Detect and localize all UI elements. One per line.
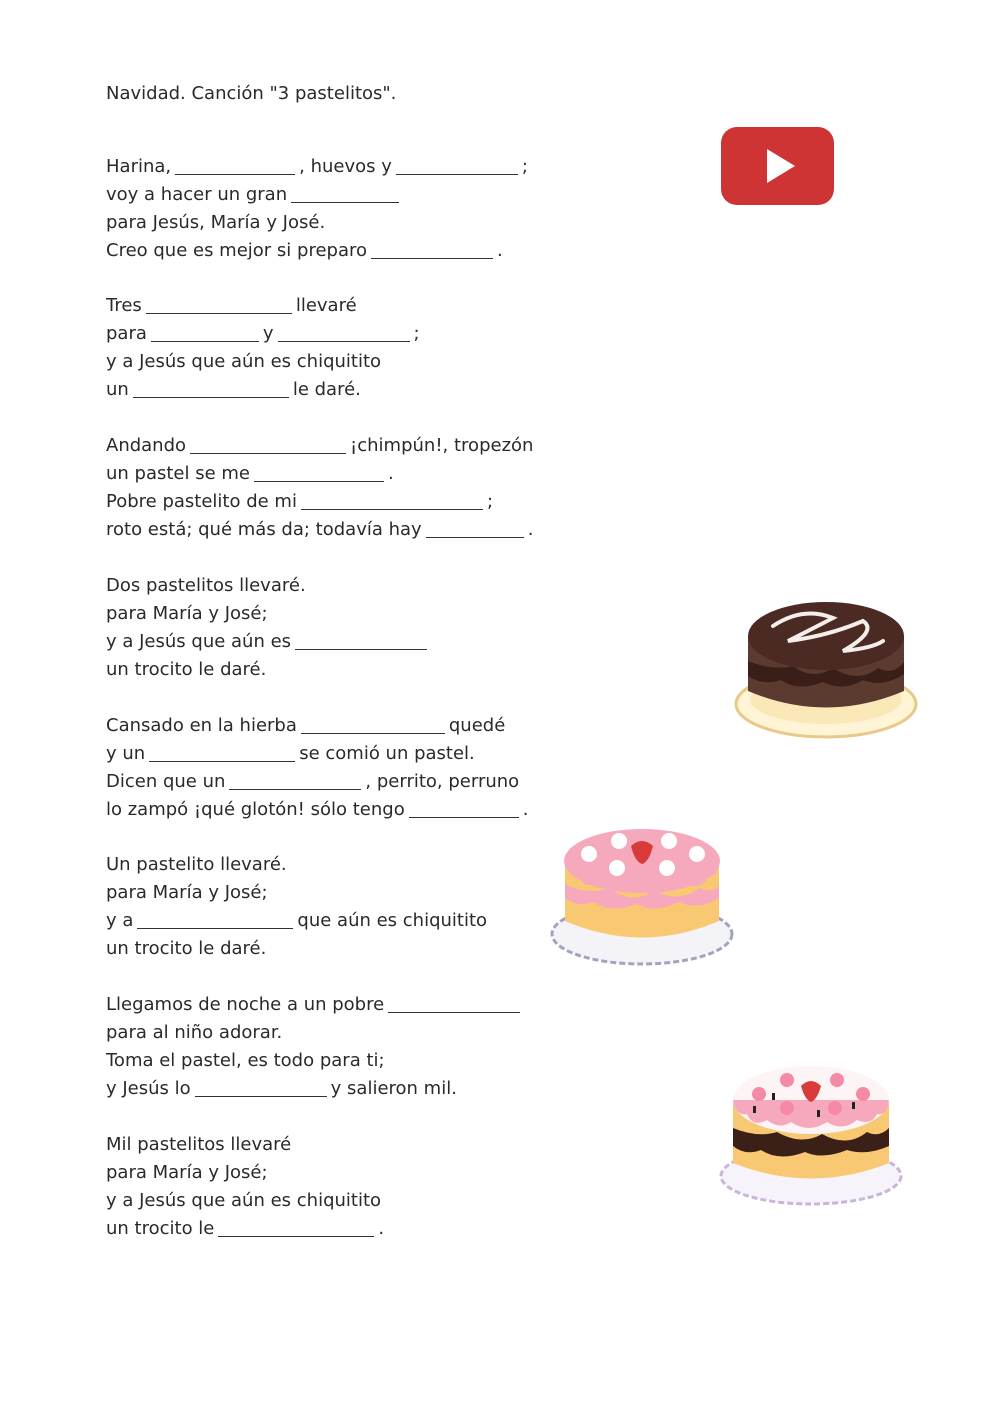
lyric-text: , huevos y — [299, 156, 392, 177]
lyric-line — [106, 348, 420, 376]
answer-blank[interactable] — [301, 713, 445, 734]
answer-blank[interactable] — [409, 797, 519, 818]
lyric-line — [106, 516, 533, 544]
lyric-text: Cansado en la hierba — [106, 715, 297, 736]
stanza — [106, 991, 524, 1103]
strawberry-cake-icon — [549, 816, 735, 968]
lyric-line — [106, 712, 528, 740]
lyric-line — [106, 488, 533, 516]
lyric-text: para al niño adorar. — [106, 1022, 283, 1043]
lyric-line — [106, 153, 528, 181]
stanza — [106, 432, 533, 544]
lyric-line — [106, 600, 431, 628]
answer-blank[interactable] — [149, 741, 295, 762]
lyric-text: Dos pastelitos llevaré. — [106, 575, 306, 596]
lyric-line — [106, 1047, 524, 1075]
answer-blank[interactable] — [254, 461, 384, 482]
lyric-text: Llegamos de noche a un pobre — [106, 994, 385, 1015]
lyric-text: para Jesús, María y José. — [106, 212, 326, 233]
play-icon — [721, 127, 834, 205]
lyric-text: Pobre pastelito de mi — [106, 491, 297, 512]
answer-blank[interactable] — [396, 154, 518, 175]
lyric-line — [106, 656, 431, 684]
answer-blank[interactable] — [195, 1076, 327, 1097]
answer-blank[interactable] — [301, 489, 483, 510]
youtube-play-button[interactable] — [721, 127, 834, 205]
lyric-text: y un — [106, 743, 146, 764]
answer-blank[interactable] — [388, 992, 520, 1013]
lyric-text: y a Jesús que aún es — [106, 631, 292, 652]
lyric-text: Harina, — [106, 156, 172, 177]
answer-blank[interactable] — [295, 629, 427, 650]
lyric-text: Toma el pastel, es todo para ti; — [106, 1050, 385, 1071]
answer-blank[interactable] — [151, 321, 259, 342]
answer-blank[interactable] — [291, 182, 399, 203]
lyric-line — [106, 572, 431, 600]
lyric-text: ; — [413, 323, 420, 344]
lyric-line — [106, 1019, 524, 1047]
answer-blank[interactable] — [137, 908, 293, 929]
lyric-text: roto está; qué más da; todavía hay — [106, 519, 422, 540]
stanza — [106, 292, 420, 404]
lyric-text: un — [106, 379, 129, 400]
lyric-text: y salieron mil. — [330, 1078, 457, 1099]
lyric-line — [106, 376, 420, 404]
lyric-line — [106, 1075, 524, 1103]
lyric-line — [106, 1131, 384, 1159]
lyric-text: Mil pastelitos llevaré — [106, 1134, 292, 1155]
chocolate-cake-icon — [733, 596, 919, 742]
lyric-text: Dicen que un — [106, 771, 226, 792]
stanza — [106, 572, 431, 684]
lyric-text: . — [378, 1218, 385, 1239]
answer-blank[interactable] — [371, 238, 493, 259]
lyric-text: ¡chimpún!, tropezón — [350, 435, 534, 456]
lyric-text: ; — [521, 156, 528, 177]
answer-blank[interactable] — [146, 293, 292, 314]
lyric-line — [106, 628, 431, 656]
lyric-line — [106, 1159, 384, 1187]
lyric-text: lo zampó ¡qué glotón! sólo tengo — [106, 799, 405, 820]
lyric-text: quedé — [448, 715, 506, 736]
lyric-text: y a Jesús que aún es chiquitito — [106, 1190, 382, 1211]
lyric-text: y a — [106, 910, 134, 931]
lyric-text: un pastel se me — [106, 463, 251, 484]
lyric-line — [106, 292, 420, 320]
lyric-line — [106, 740, 528, 768]
lyric-line — [106, 851, 487, 879]
lyric-text: para María y José; — [106, 1162, 268, 1183]
cream-cake-icon — [717, 1058, 905, 1208]
lyric-text: y — [262, 323, 274, 344]
lyric-text: para — [106, 323, 147, 344]
answer-blank[interactable] — [426, 517, 524, 538]
lyric-line — [106, 1187, 384, 1215]
lyric-text: que aún es chiquitito — [297, 910, 488, 931]
lyric-text: llevaré — [295, 295, 357, 316]
stanza — [106, 153, 528, 265]
lyric-text: se comió un pastel. — [299, 743, 475, 764]
lyric-text: . — [527, 519, 534, 540]
lyric-text: , perrito, perruno — [365, 771, 520, 792]
lyric-line — [106, 209, 528, 237]
lyric-line — [106, 181, 528, 209]
lyric-text: un trocito le daré. — [106, 938, 267, 959]
lyric-line — [106, 768, 528, 796]
lyric-text: para María y José; — [106, 882, 268, 903]
lyric-text: y Jesús lo — [106, 1078, 191, 1099]
lyric-text: un trocito le daré. — [106, 659, 267, 680]
lyric-text: Creo que es mejor si preparo — [106, 240, 368, 261]
lyric-line — [106, 1215, 384, 1243]
answer-blank[interactable] — [175, 154, 295, 175]
lyric-text: Andando — [106, 435, 187, 456]
lyric-text: . — [522, 799, 529, 820]
lyric-line — [106, 935, 487, 963]
lyric-text: para María y José; — [106, 603, 268, 624]
lyric-text: Tres — [106, 295, 142, 316]
lyric-line — [106, 796, 528, 824]
lyric-line — [106, 879, 487, 907]
lyric-text: . — [388, 463, 394, 484]
lyric-text: . — [497, 240, 503, 261]
stanza — [106, 851, 487, 963]
lyric-text: le daré. — [292, 379, 361, 400]
stanza — [106, 1131, 384, 1243]
answer-blank[interactable] — [133, 377, 289, 398]
lyric-text: ; — [486, 491, 494, 512]
lyric-line — [106, 432, 533, 460]
lyric-line — [106, 991, 524, 1019]
lyric-text: y a Jesús que aún es chiquitito — [106, 351, 382, 372]
lyric-line — [106, 320, 420, 348]
answer-blank[interactable] — [278, 321, 410, 342]
stanza — [106, 712, 528, 824]
lyric-text: un trocito le — [106, 1218, 215, 1239]
worksheet-title: Navidad. Canción "3 pastelitos". — [106, 83, 397, 104]
lyric-line — [106, 907, 487, 935]
lyric-text: voy a hacer un gran — [106, 184, 288, 205]
lyric-line — [106, 237, 528, 265]
answer-blank[interactable] — [218, 1216, 374, 1237]
lyric-line — [106, 460, 533, 488]
lyric-text: Un pastelito llevaré. — [106, 854, 287, 875]
answer-blank[interactable] — [190, 433, 346, 454]
answer-blank[interactable] — [229, 769, 361, 790]
